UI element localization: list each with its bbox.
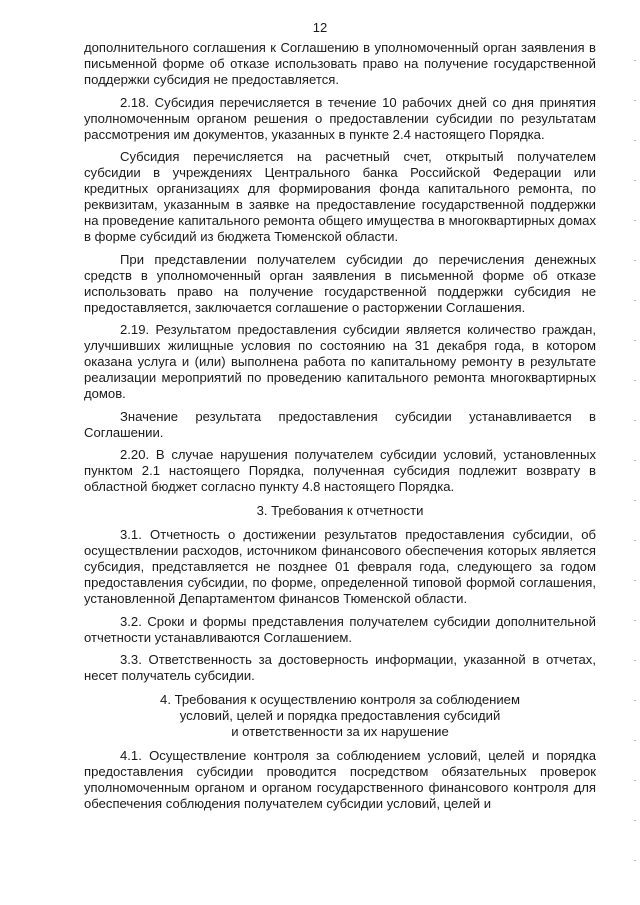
paragraph-3-3: 3.3. Ответственность за достоверность информации, указанной в отчетах, несет получатель субсидии.	[84, 652, 596, 683]
paragraph-settlement-account: Субсидия перечисляется на расчетный счет, открытый получателем субсидии в учреждениях Центрального банка Российской Федерации или кредитных организациях для формирования фонда капитального ремонта, по реквизитам, указанным в заявке на предоставление государственной поддержки на проведение капитального ремонта общего имущества в многоквартирных домах в форме субсидий из бюджета Тюменской области.	[84, 149, 596, 244]
paragraph-continuation: дополнительного соглашения к Соглашению в уполномоченный орган заявления в письменной форме об отказе использовать право на получение государственной поддержки субсидия не предоставляется.	[84, 40, 596, 87]
paragraph-2-20: 2.20. В случае нарушения получателем субсидии условий, установленных пунктом 2.1 настоящего Порядка, полученная субсидия подлежит возврату в областной бюджет согласно пункту 4.8 настоящего Порядка.	[84, 447, 596, 494]
section-4-title-line-3: и ответственности за их нарушение	[231, 724, 449, 739]
paragraph-result-value: Значение результата предоставления субсидии устанавливается в Соглашении.	[84, 408, 596, 440]
paragraph-refusal: При представлении получателем субсидии до перечисления денежных средств в уполномоченный орган заявления в письменной форме об отказе использовать право на получение государственной поддержки субсидия не предоставляется, заключается соглашение о расторжении Соглашения.	[84, 251, 596, 315]
paragraph-4-1: 4.1. Осуществление контроля за соблюдением условий, целей и порядка предоставления субсидии проводится посредством обязательных проверок уполномоченным органом и органом государственного финансового контроля для обеспечения соблюдения получателем субсидии условий, целей и	[84, 748, 596, 811]
section-4-title-line-1: 4. Требования к осуществлению контроля за соблюдением	[160, 692, 520, 707]
section-3-title: 3. Требования к отчетности	[256, 503, 424, 518]
scan-edge-marks	[632, 0, 636, 905]
section-4-title-line-2: условий, целей и порядка предоставления субсидий	[179, 708, 501, 723]
paragraph-3-2: 3.2. Сроки и формы представления получателем субсидии дополнительной отчетности устанавливаются Соглашением.	[84, 613, 596, 645]
section-4-heading	[84, 692, 596, 740]
paragraph-3-1: 3.1. Отчетность о достижении результатов предоставления субсидии, об осуществлении расходов, источником финансового обеспечения которых является субсидия, представляется не позднее 01 февраля года, следующего за годом предоставления субсидии, по форме, определенной типовой формой соглашения, установленной Департаментом финансов Тюменской области.	[84, 527, 596, 606]
section-3-heading	[84, 503, 596, 519]
document-body	[84, 40, 596, 819]
paragraph-2-18: 2.18. Субсидия перечисляется в течение 10 рабочих дней со дня принятия уполномоченным органом решения о предоставлении субсидии по результатам рассмотрения им документов, указанных в пункте 2.4 настоящего Порядка.	[84, 94, 596, 142]
paragraph-2-19: 2.19. Результатом предоставления субсидии является количество граждан, улучшивших жилищные условия по состоянию на 31 декабря года, в котором оказана услуга и (или) выполнена работа по капитальному ремонту в результате реализации мероприятий по проведению капитального ремонта многоквартирных домов.	[84, 322, 596, 401]
page-number: 12	[312, 20, 328, 35]
